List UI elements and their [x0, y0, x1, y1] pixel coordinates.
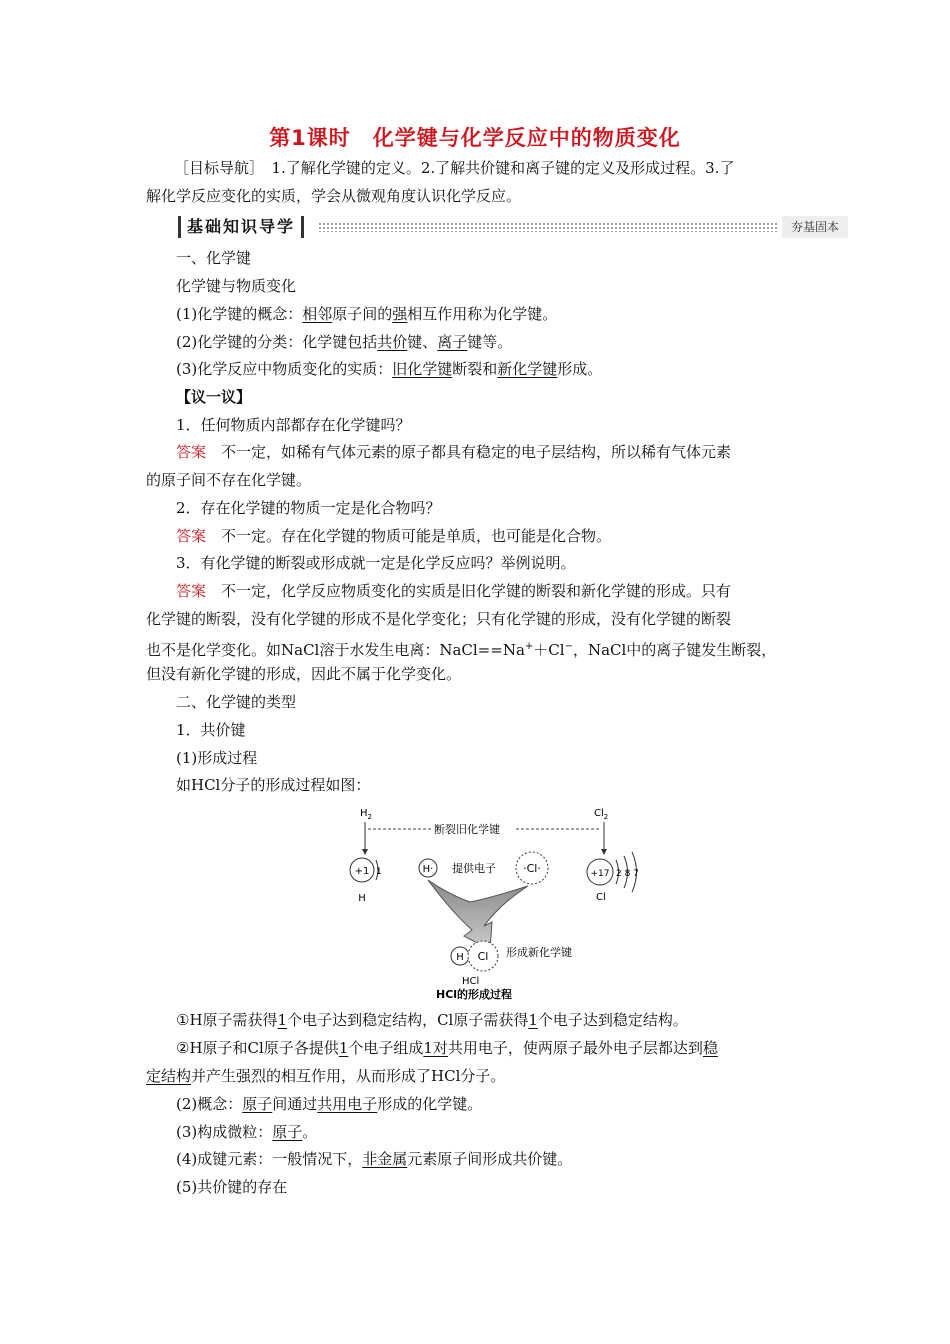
subheading: 1．共价键 [176, 721, 246, 739]
h2-label: $H_2$ [360, 808, 372, 821]
merge-arrow [428, 880, 528, 950]
paragraph: ②H原子和Cl原子各提供1个电子组成1对共用电子，使两原子最外电子层都达到稳 [176, 1039, 718, 1057]
cl-shell-label: 2 8 7 [616, 869, 639, 879]
band-dots [318, 222, 778, 232]
cl2-label: $Cl_2$ [594, 808, 609, 821]
answer-cont: 但没有新化学键的形成，因此不属于化学变化。 [146, 665, 462, 683]
cl-name: Cl [596, 892, 606, 903]
provide-label: 提供电子 [452, 862, 496, 875]
break-label: 断裂旧化学键 [434, 823, 500, 836]
paragraph: (5)共价键的存在 [176, 1178, 288, 1196]
question: 2．存在化学键的物质一定是化合物吗？ [176, 499, 441, 517]
paragraph: (2)化学键的分类：化学键包括共价键、离子键等。 [176, 333, 513, 351]
cl-atom-label: ·Cl· [523, 862, 541, 875]
answer: 答案 不一定。存在化学键的物质可能是单质，也可能是化合物。 [176, 527, 612, 545]
hcl-label: HCl [462, 976, 480, 987]
subheading: 化学键与物质变化 [176, 277, 297, 295]
paragraph: (3)构成微粒：原子。 [176, 1123, 318, 1141]
paragraph: (4)成键元素：一般情况下，非金属元素原子间形成共价键。 [176, 1150, 573, 1168]
paragraph: 如HCl分子的形成过程如图： [176, 776, 371, 794]
h-atom-label: H· [422, 864, 434, 875]
objectives-line: 解化学反应变化的实质，学会从微观角度认识化学反应。 [146, 187, 522, 205]
cl-nucleus-label: +17 [590, 869, 610, 879]
hcl-h-label: H [456, 952, 464, 963]
hcl-cl-label: Cl [477, 950, 489, 963]
band-label: 基础知识导学 [178, 216, 304, 238]
objectives-line: ［目标导航］ 1.了解化学键的定义。2.了解共价键和离子键的定义及形成过程。3.了 [174, 159, 735, 177]
paragraph: ①H原子需获得1个电子达到稳定结构，Cl原子需获得1个电子达到稳定结构。 [176, 1011, 688, 1029]
hcl-formation-figure [340, 800, 650, 1005]
paragraph-cont: 定结构并产生强烈的相互作用，从而形成了HCl分子。 [146, 1067, 506, 1085]
heading: 一、化学键 [176, 249, 252, 267]
answer: 答案 不一定，化学反应物质变化的实质是旧化学键的断裂和新化学键的形成。只有 [176, 582, 732, 600]
answer-cont: 化学键的断裂，没有化学键的形成不是化学变化；只有化学键的形成，没有化学键的断裂 [146, 610, 732, 628]
lesson-title: 第1课时 化学键与化学反应中的物质变化 [269, 126, 681, 150]
paragraph: (3)化学反应中物质变化的实质：旧化学键断裂和新化学键形成。 [176, 360, 603, 378]
answer: 答案 不一定，如稀有气体元素的原子都具有稳定的电子层结构，所以稀有气体元素 [176, 443, 732, 461]
band-tag: 夯基固本 [782, 216, 848, 238]
answer-cont: 的原子间不存在化学键。 [146, 471, 312, 489]
figure-caption: HCl的形成过程 [436, 988, 513, 1001]
h-shell-label: 1 [376, 867, 382, 877]
heading: 二、化学键的类型 [176, 693, 297, 711]
section-band [178, 216, 848, 238]
question: 3．有化学键的断裂或形成就一定是化学反应吗？举例说明。 [176, 554, 576, 572]
paragraph: (1)形成过程 [176, 749, 258, 767]
discuss-heading: 【议一议】 [176, 388, 252, 406]
answer-cont: 也不是化学变化。如NaCl溶于水发生电离：NaCl==Na+＋Cl−，NaCl中的离子键发生断裂， [146, 641, 777, 659]
question: 1．任何物质内部都存在化学键吗？ [176, 416, 411, 434]
paragraph: (1)化学键的概念：相邻原子间的强相互作用称为化学键。 [176, 305, 558, 323]
paragraph: (2)概念：原子间通过共用电子形成的化学键。 [176, 1095, 483, 1113]
newbond-label: 形成新化学键 [506, 946, 572, 959]
h-nucleus-label: +1 [354, 866, 370, 877]
h-name: H [358, 893, 366, 904]
